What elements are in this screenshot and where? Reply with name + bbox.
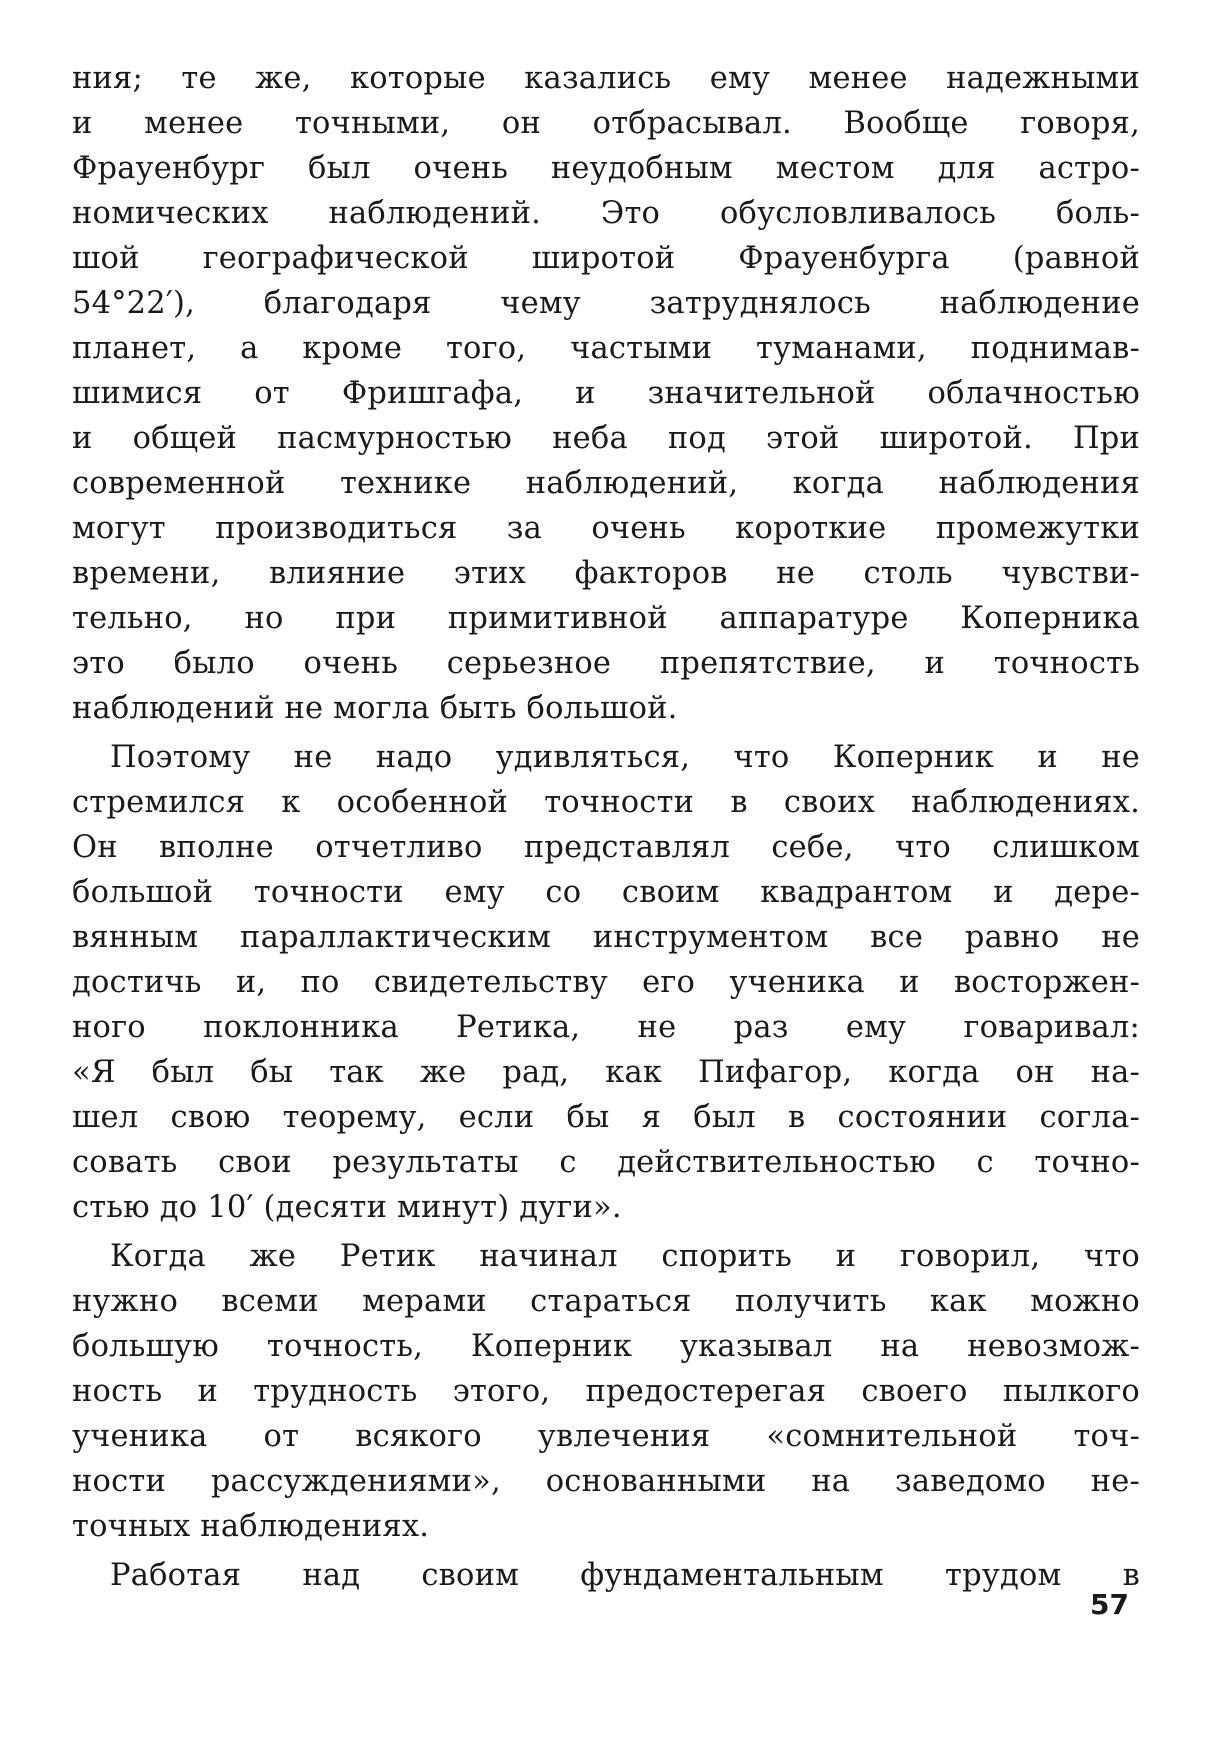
text-line: Поэтому не надо удивляться, что Коперник и не [110, 740, 1140, 775]
paragraph-4 [72, 1553, 1140, 1598]
text-line: Он вполне отчетливо представлял себе, что слишком [72, 830, 1140, 865]
text-line: Работая над своим фундаментальным трудом в [110, 1558, 1140, 1593]
text-line: номических наблюдений. Это обусловливалось боль- [72, 196, 1140, 231]
text-line: Когда же Ретик начинал спорить и говорил, что [110, 1239, 1140, 1274]
page-number: 57 [1090, 1588, 1129, 1621]
text-line: планет, а кроме того, частыми туманами, поднимав- [72, 331, 1140, 366]
text-line: достичь и, по свидетельству его ученика и восторжен- [72, 965, 1140, 1000]
paragraph-1 [72, 56, 1140, 731]
text-line: ного поклонника Ретика, не раз ему говаривал: [72, 1010, 1140, 1045]
text-line: нужно всеми мерами стараться получить как можно [72, 1284, 1140, 1319]
text-line: Фрауенбург был очень неудобным местом для астро- [72, 151, 1140, 186]
text-line: совать свои результаты с действительностью с точно- [72, 1145, 1140, 1180]
text-line: тельно, но при примитивной аппаратуре Коперника [72, 601, 1140, 636]
text-line: и менее точными, он отбрасывал. Вообще говоря, [72, 106, 1140, 141]
text-line: могут производиться за очень короткие промежутки [72, 511, 1140, 546]
text-line: 54°22′), благодаря чему затруднялось наблюдение [72, 286, 1140, 321]
page-body [72, 56, 1140, 1598]
text-line: точных наблюдениях. [72, 1509, 430, 1544]
text-line: ности рассуждениями», основанными на заведомо не- [72, 1464, 1140, 1499]
text-line: шой географической широтой Фрауенбурга (равной [72, 241, 1140, 276]
text-line: современной технике наблюдений, когда наблюдения [72, 466, 1140, 501]
paragraph-2 [72, 735, 1140, 1230]
text-line: это было очень серьезное препятствие, и точность [72, 646, 1140, 681]
text-line: «Я был бы так же рад, как Пифагор, когда он на- [72, 1055, 1140, 1090]
text-line: большую точность, Коперник указывал на невозмож- [72, 1329, 1140, 1364]
text-line: шимися от Фришгафа, и значительной облачностью [72, 376, 1140, 411]
text-line: и общей пасмурностью неба под этой широтой. При [72, 421, 1140, 456]
text-line: стью до 10′ (десяти минут) дуги». [72, 1190, 622, 1225]
text-line: ния; те же, которые казались ему менее надежными [72, 61, 1140, 96]
text-line: большой точности ему со своим квадрантом и дере- [72, 875, 1140, 910]
text-line: наблюдений не могла быть большой. [72, 691, 678, 726]
text-line: ученика от всякого увлечения «сомнительной точ- [72, 1419, 1140, 1454]
paragraph-3 [72, 1234, 1140, 1549]
text-line: времени, влияние этих факторов не столь чувстви- [72, 556, 1140, 591]
text-line: ность и трудность этого, предостерегая своего пылкого [72, 1374, 1140, 1409]
text-line: шел свою теорему, если бы я был в состоянии согла- [72, 1100, 1140, 1135]
text-line: стремился к особенной точности в своих наблюдениях. [72, 785, 1140, 820]
text-line: вянным параллактическим инструментом все равно не [72, 920, 1140, 955]
